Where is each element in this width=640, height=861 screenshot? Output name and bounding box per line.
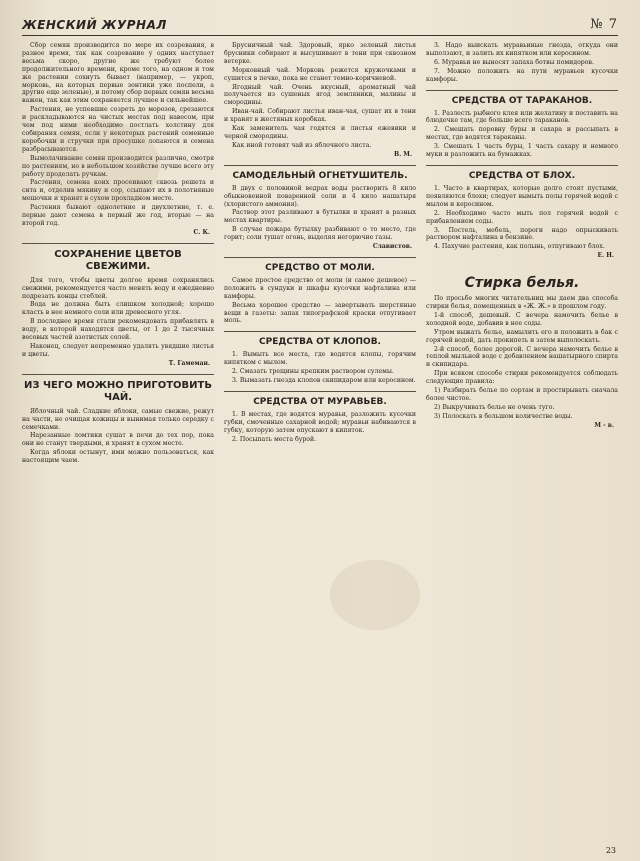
- article-heading: СРЕДСТВА ОТ МУРАВЬЕВ.: [224, 391, 416, 407]
- paragraph: 1) Разбирать белье по сортам и простирывать сначала более чистое.: [426, 387, 618, 402]
- paragraph: В последнее время стали рекомендовать прибавлять в воду, в которой находятся цветы, от 1 до 2 тысячных весовых частей азотистых солей.: [22, 318, 214, 342]
- paragraph: 3. Вымазать гнезда клопов скипидаром или керосином.: [232, 377, 416, 385]
- article-heading: Стирка белья.: [464, 275, 580, 292]
- article-heading: СОХРАНЕНИЕ ЦВЕТОВ СВЕЖИМИ.: [22, 243, 214, 273]
- paragraph: Наконец, следует непременно удалять увядшие листья и цветы.: [22, 343, 214, 358]
- paragraph: 2-й способ, более дорогой. С вечера намочить белье в теплой мыльной воде с добавлением нашатырного спирта и скипидара.: [426, 345, 618, 369]
- paragraph: Вымолачивание семян производится различно, смотря по растениям, но в небольшом хозяйстве лучше всего эту работу проделать ручкам.: [22, 154, 214, 178]
- column-3: [426, 42, 618, 850]
- paragraph: Растения, не успевшие созреть до морозов, срезаются и раскладываются на чистых местах под навесом, при чем под ними необходимо постлать холстину для собирания семян, если у некоторых растений семенные коробочки и стручки при просушке лопаются и семена разбрасываются.: [22, 106, 214, 153]
- author-signature: С. К.: [193, 228, 210, 236]
- paragraph: Как иной готовят чай из яблочного листа.: [232, 141, 372, 149]
- paragraph: Раствор этот разливают в бутылки и хранят в разных местах квартиры.: [224, 209, 416, 225]
- paragraph: 1. Часто в квартирах, которые долго стоят пустыми, появляются блохи; следует вымыть полы горячей водой с мылом и керосином.: [426, 184, 618, 208]
- paragraph: Морковный чай. Морковь режется кружочками и сушится в печке, пока не станет темно-коричневой.: [224, 66, 416, 82]
- paragraph: 2. Смешать поровну буры и сахара и рассыпать в местах, где водятся тараканы.: [426, 126, 618, 142]
- paragraph: Иван-чай. Собирают листья иван-чая, сушат их в тени и хранят в жестяных коробках.: [224, 108, 416, 124]
- paragraph: 3) Полоскать в большом количестве воды.: [434, 412, 573, 420]
- paragraph: Утром выжать белье, намылить его и положить в бак с горячей водой, дать прокипеть и затем выполоскать.: [426, 328, 618, 344]
- author-signature: В. М.: [394, 150, 412, 158]
- paragraph: 2. Посыпать места бурой.: [232, 435, 317, 443]
- article-heading: САМОДЕЛЬНЫЙ ОГНЕТУШИТЕЛЬ.: [224, 165, 416, 181]
- paragraph: По просьбе многих читательниц мы даем два способа стирки белья, помещенных в «Ж. Ж.» в прошлом году.: [426, 295, 618, 311]
- author-signature: Славистов.: [372, 243, 412, 251]
- paragraph: Брусничный чай. Здоровый, ярко зеленый листья брусники собирают и высушивают в тени при сквозном ветерке.: [224, 42, 416, 65]
- journal-title: ЖЕНСКИЙ ЖУРНАЛ: [22, 18, 167, 32]
- author-signature: Е. Н.: [597, 252, 614, 260]
- paragraph: 2. Смазать трещины крепким раствором сулемы.: [232, 368, 394, 376]
- author-signature: М - в.: [594, 421, 614, 429]
- paragraph: 1-й способ, дешевый. С вечера намочить белье в холодной воде, добавив в нее соды.: [426, 311, 618, 327]
- article-heading: СРЕДСТВО ОТ МОЛИ.: [224, 257, 416, 273]
- paragraph: Яблочный чай. Сладкие яблоки, самые свежие, режут на части, не очищая кожицы и вынимая только середку с семечками.: [22, 407, 214, 431]
- column-2: [224, 42, 416, 850]
- paragraph: Нарезанные ломтики сушат в печи до тех пор, пока они не станут твердыми, и хранят в сухом месте.: [22, 432, 214, 448]
- paragraph: 3. Постель, мебель, пороги надо опрыскивать раствором нафталина в бензине.: [426, 226, 618, 242]
- article-columns: [22, 42, 618, 850]
- article-heading: СРЕДСТВА ОТ БЛОХ.: [426, 165, 618, 181]
- paragraph: 2. Необходимо часто мыть пол горячей водой с прибавлением соды.: [426, 209, 618, 225]
- paragraph: 1. Разлесть рыбного клея или желатину и поставить на блюдечке там, где больше всего тараканов.: [426, 109, 618, 125]
- paragraph: Растения, семена коих просеивают сквозь решета и сита и, отделив мякину и сор, ссыпают их в полотняные мешочки и хранят в сухом прохладном месте.: [22, 179, 214, 203]
- paragraph: В случае пожара бутылку разбивают о то место, где горит; соли тушат огонь, выделяя негорючие газы.: [224, 226, 416, 242]
- paragraph: Для того, чтобы цветы долгое время сохранялись свежими, рекомендуется часто менять воду и ежедневно подрезать концы стеблей.: [22, 276, 214, 300]
- paragraph: 7. Можно положить на пути муравьев кусочки камфоры.: [426, 67, 618, 83]
- paragraph: Вода не должна быть слишком холодной; хорошо класть в нее немного соли или древесного угля.: [22, 301, 214, 317]
- paragraph: Весьма хорошее средство — завертывать шерстяные вещи в газеты: запах типографской краски отпугивает моль.: [224, 301, 416, 325]
- paragraph: 4. Пахучие растения, как полынь, отпугивают блох.: [434, 243, 605, 251]
- paragraph: В двух с половиной ведрах воды растворить 8 кило обыкновенной поваренной соли и 4 кило нашатыря (хлористого аммония).: [224, 184, 416, 208]
- article-heading: СРЕДСТВА ОТ ТАРАКАНОВ.: [426, 90, 618, 106]
- paragraph: Ягодный чай. Очень вкусный, ароматный чай получается из сушеных ягод земляники, малины и смородины.: [224, 83, 416, 107]
- column-1: [22, 42, 214, 850]
- paragraph: 1. Вымыть все места, где водятся клопы, горячим кипятком с мылом.: [224, 351, 416, 367]
- paragraph: 3. Надо выискать муравьиные гнезда, откуда они выползают, и залить их кипятком или керосином.: [426, 42, 618, 57]
- author-signature: Т. Гамеман.: [168, 359, 210, 367]
- paragraph: Растения бывают однолетние и двухлетние, т. е. первые дают семена в первый же год, вторые — на второй год.: [22, 204, 214, 227]
- issue-number: № 7: [590, 17, 618, 32]
- article-heading: СРЕДСТВА ОТ КЛОПОВ.: [224, 331, 416, 347]
- paragraph: Сбор семян производится по мере их созревания, в разное время, так как созревание у одних наступает весьма скоро, другие же требуют более продолжительного времени, кроме того, на одном и том же растении сохнуть бывает (например, — укроп, морковь, на которых первые зонтики уже поспели, а другие еще зеленые), и потому сбор первых семян весьма важен, так как этим сохраняется лучшее и сильнейшее.: [22, 42, 214, 105]
- paragraph: Когда яблоки остынут, ими можно пользоваться, как настоящим чаем.: [22, 449, 214, 465]
- paragraph: 6. Муравьи не выносят запаха ботвы помидоров.: [434, 58, 594, 66]
- article-heading: ИЗ ЧЕГО МОЖНО ПРИГОТОВИТЬ ЧАЙ.: [22, 374, 214, 404]
- paragraph: Самое простое средство от моли (и самое дешевое) — положить в сундуки и шкафы кусочки нафталина или камфоры.: [224, 276, 416, 300]
- paragraph: При всяком способе стирки рекомендуется соблюдать следующие правила:: [426, 370, 618, 386]
- page-header: [22, 10, 618, 36]
- paragraph: 2) Выкручивать белье не очень туго.: [434, 403, 555, 411]
- paragraph: 3. Смешать 1 часть буры, 1 часть сахару и немного муки и разложить на бумажках.: [426, 143, 618, 159]
- page-number: 23: [605, 846, 616, 855]
- paragraph: 1. В местах, где водятся муравьи, разложить кусочки губки, смоченные сахарной водой; муравьи набиваются в губку, которую затем опускают в кипяток.: [224, 411, 416, 434]
- paragraph: Как заменитель чая годятся и листья ежевики и черной смородины.: [224, 125, 416, 140]
